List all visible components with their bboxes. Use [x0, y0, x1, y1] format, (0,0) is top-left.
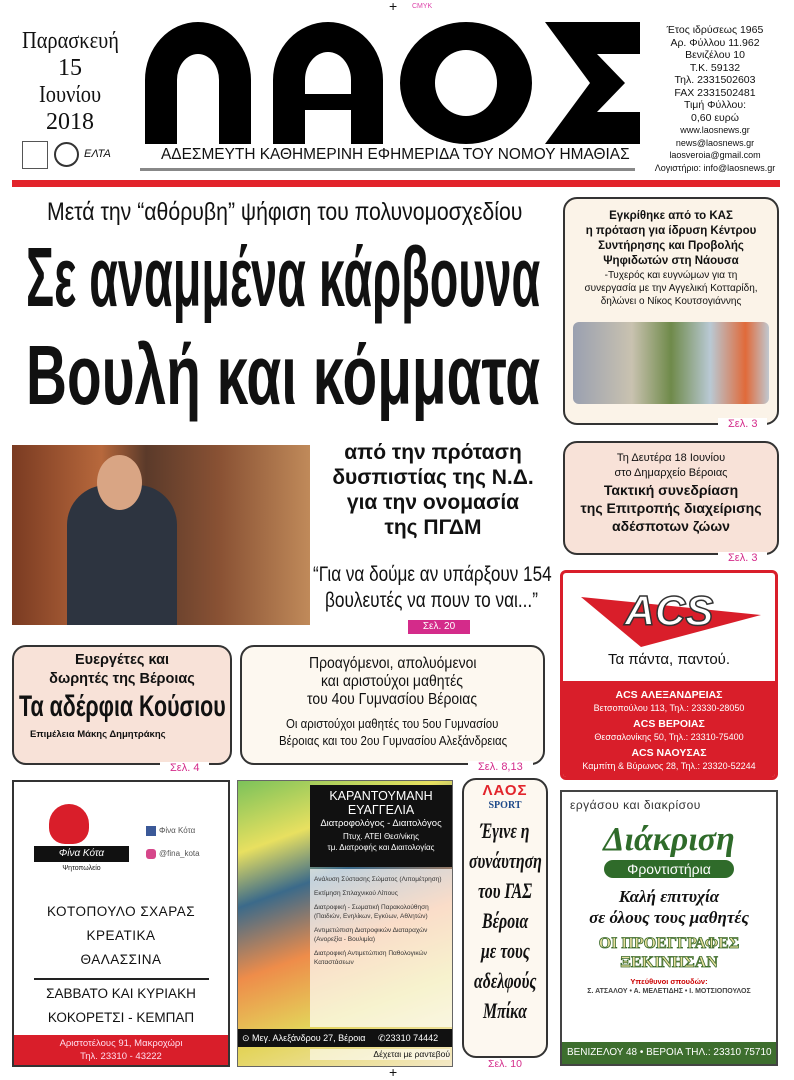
diet-name: [313, 803, 449, 817]
diakrisi-top: [570, 798, 772, 812]
school-text-content: Οι αριστούχοι μαθητές του 5ου Γυμνασίου: [286, 716, 499, 731]
page-ref[interactable]: Σελ. 8,13: [468, 761, 533, 773]
resp-names: [566, 987, 772, 997]
branch-name: [567, 718, 771, 731]
diet-contact: [238, 1029, 452, 1047]
branch-address: [567, 702, 771, 715]
info-line: [640, 74, 790, 87]
sport-line-content: συνάυτηση: [468, 848, 542, 873]
wish-line-content: Καλή επιτυχία: [618, 887, 720, 906]
instagram-icon: [146, 849, 156, 859]
acs-ad[interactable]: [560, 570, 778, 780]
date-number-content: 15: [58, 55, 82, 81]
fina-weekend: [18, 982, 224, 1030]
tagline: [160, 146, 630, 164]
enroll-line: [566, 934, 772, 953]
sport-line: [467, 816, 543, 846]
acs-logo: ACS: [624, 587, 714, 634]
fina-address: [18, 1037, 224, 1050]
subhead-line-content: δυσπιστίας της Ν.Δ.: [332, 466, 534, 489]
resp-names-content: Σ. ΑΤΣΑΛΟΥ • Α. ΜΕΛΕΤΙΔΗΣ • Ι. ΜΟΤΣΙΟΠΟΥΛΟΣ: [587, 988, 751, 995]
service-item: Διατροφική - Σωματική Παρακολούθηση (Παιδιών, Ενηλίκων, Εγκύων, Αθλητών): [314, 904, 429, 920]
kas-text-content: -Τυχερός και ευγνώμων για τη: [604, 270, 738, 281]
website-link[interactable]: [640, 124, 790, 137]
sport-line-content: Μπίκα: [483, 998, 528, 1023]
diet-degree: [313, 831, 449, 842]
lead-headline-2-content: Βουλή και κόμματα: [25, 328, 540, 422]
subhead-line-content: από την πρόταση: [344, 441, 522, 464]
fina-phone-content: Τηλ. 23310 - 43222: [80, 1051, 162, 1062]
date-year: [14, 109, 126, 136]
council-title-content: της Επιτροπής διαχείρισης: [580, 500, 762, 516]
school-title: [248, 655, 537, 673]
date-year-content: 2018: [46, 109, 94, 135]
phone-icon: ✆: [378, 1033, 386, 1043]
lead-headline[interactable]: [25, 232, 540, 322]
sport-label: SPORT: [488, 800, 522, 811]
benef-headline-content: Τα αδέρφια Κούσιου: [18, 690, 226, 723]
fina-brand: Φίνα Κότα: [34, 846, 129, 862]
info-line: [640, 62, 790, 75]
wish-line-content: σε όλους τους μαθητές: [589, 908, 749, 927]
info-line-content: Τ.Κ. 59132: [689, 61, 741, 74]
enroll-line: [566, 953, 772, 972]
council-title: [569, 499, 773, 517]
kas-title: [569, 239, 773, 254]
email-link[interactable]: [640, 137, 790, 150]
council-title: [569, 517, 773, 535]
branch-address: [567, 760, 771, 773]
school-text: [248, 732, 537, 749]
diet-header: [310, 785, 452, 867]
sport-article[interactable]: [462, 778, 548, 1058]
page-ref[interactable]: Σελ. 10: [478, 1058, 532, 1071]
info-line: [640, 99, 790, 112]
lead-headline-content: Σε αναμμένα κάρβουνα: [25, 230, 540, 324]
service-item: Εκτίμηση Σπλαχνικού Λίπους: [314, 890, 398, 897]
elta-logo: ΕΛΤΑ: [84, 148, 111, 160]
council-title-content: Τακτική συνεδρίαση: [603, 482, 739, 498]
diakrisi-ad[interactable]: [560, 790, 778, 1066]
menu-line-content: ΚΟΤΟΠΟΥΛΟ ΣΧΑΡΑΣ: [46, 904, 196, 919]
instagram-handle: @fina_kota: [159, 849, 200, 858]
diet-address-content: Μεγ. Αλεξάνδρου 27, Βέροια: [252, 1033, 366, 1043]
council-pre: [569, 466, 773, 481]
info-line-content: Βενιζέλου 10: [685, 49, 745, 61]
email-link[interactable]: [640, 149, 790, 162]
sport-line: [467, 846, 543, 876]
diakrisi-wish: [566, 886, 772, 928]
print-cross: +: [389, 1064, 398, 1080]
benefactors-article[interactable]: [12, 645, 232, 765]
page-ref[interactable]: Σελ. 3: [718, 418, 767, 430]
school-text: [248, 715, 537, 732]
info-line: [640, 49, 790, 62]
menu-line-content: ΘΑΛΑΣΣΙΝΑ: [80, 952, 162, 967]
school-title-content: του 4ου Γυμνασίου Βέροιας: [307, 691, 478, 708]
sport-line-content: με τους: [480, 938, 530, 963]
sport-line: [467, 966, 543, 996]
sport-line-content: αδελφούς: [473, 968, 537, 993]
sport-headline: [467, 816, 543, 1026]
quote-line: [312, 562, 552, 588]
council-title: [569, 481, 773, 499]
service-item: Ανάλυση Σύστασης Σώματος (Λιπομέτρηση): [314, 876, 442, 883]
school-title: [248, 673, 537, 691]
facebook-link[interactable]: [146, 825, 195, 836]
diakrisi-top-content: εργάσου και διακρίσου: [570, 798, 701, 812]
facebook-icon: [146, 826, 156, 836]
date-day: [14, 28, 126, 55]
benef-headline: [18, 689, 226, 725]
school-text-content: Βέροιας και του 2ου Γυμνασίου Αλεξάνδρειας: [278, 733, 507, 748]
school-title-content: και αριστούχοι μαθητές: [321, 673, 464, 690]
diet-name: [313, 789, 449, 803]
enroll-line-content: ΞΕΚΙΝΗΣΑΝ: [620, 954, 718, 971]
fina-contact: [14, 1035, 228, 1065]
page-ref[interactable]: Σελ. 3: [718, 552, 767, 564]
kas-title-content: Συντήρησης και Προβολής: [598, 240, 744, 252]
branch-name: [567, 747, 771, 760]
diet-degree-content: τμ. Διατροφής και Διαιτολογίας: [327, 843, 435, 852]
diet-address: [252, 1032, 370, 1044]
kas-title-content: η πρόταση για ίδρυση Κέντρου: [585, 225, 757, 237]
school-article[interactable]: [240, 645, 545, 765]
resp-label: Υπεύθυνοι σπουδών:: [630, 977, 708, 986]
diakrisi-sub: Φροντιστήρια: [604, 860, 734, 878]
sport-logo: ΛΑΟΣ: [482, 782, 528, 799]
kas-title-content: Εγκρίθηκε από το ΚΑΣ: [609, 210, 733, 222]
diet-phone-content: 23310 74442: [385, 1033, 439, 1043]
menu-line: [18, 1006, 224, 1030]
lead-kicker: [30, 198, 540, 226]
menu-line: [18, 924, 224, 948]
subhead-line: [318, 440, 548, 465]
diakrisi-enroll: [566, 934, 772, 972]
cmyk-mark: CMYK: [412, 3, 433, 10]
info-line: [640, 112, 790, 125]
info-line: [640, 24, 790, 37]
diet-degree: [313, 842, 449, 853]
publication-info: [640, 24, 790, 174]
diakrisi-footer: [562, 1042, 776, 1064]
diet-phone: [386, 1032, 446, 1044]
page-ref[interactable]: Σελ. 4: [160, 762, 209, 774]
council-title-content: αδέσποτων ζώων: [612, 518, 730, 534]
info-line-content: FAX 2331502481: [674, 86, 756, 99]
benef-title-content: δωρητές της Βέροιας: [49, 671, 195, 687]
photo-face: [97, 455, 142, 510]
benef-byline-content: Επιμέλεια Μάκης Δημητράκης: [30, 729, 166, 740]
branch-address-content: Βετσοπούλου 113, Τηλ.: 23330-28050: [593, 703, 745, 713]
school-title-content: Προαγόμενοι, απολυόμενοι: [308, 655, 477, 672]
kas-text: [569, 269, 773, 282]
kas-photo: [573, 322, 769, 404]
branch-name-content: ACS ΝΑΟΥΣΑΣ: [631, 747, 707, 759]
email-link[interactable]: [640, 162, 790, 175]
info-line: [640, 87, 790, 100]
sport-line-content: του ΓΑΣ: [478, 878, 533, 903]
menu-line: [18, 948, 224, 972]
info-line-content: 0,60 ευρώ: [691, 111, 739, 124]
kas-text-content: δηλώνει ο Νίκος Κουτσογιάννης: [600, 296, 742, 307]
diet-role-content: Διατροφολόγος - Διαιτολόγος: [320, 818, 442, 829]
sport-line: [467, 996, 543, 1026]
service-item: Αντιμετώπιση Διατροφικών Διαταραχών (Ανορεξία - Βουλιμία): [314, 927, 428, 943]
rooster-icon: [49, 804, 89, 844]
menu-line-content: ΣΑΒΒΑΤΟ ΚΑΙ ΚΥΡΙΑΚΗ: [46, 986, 196, 1001]
diakrisi-brand: Διάκριση: [603, 821, 735, 858]
benef-title: [18, 651, 226, 670]
seal-icon: [54, 142, 79, 167]
branch-address-content: Καμπίτη & Βύρωνος 28, Τηλ.: 23320-52244: [582, 761, 756, 771]
acs-slogan: Τα πάντα, παντού.: [607, 651, 731, 668]
diakrisi-footer-text-content: ΒΕΝΙΖΕΛΟΥ 48 • ΒΕΡΟΙΑ ΤΗΛ.: 23310 75710: [566, 1047, 772, 1058]
masthead-logo: [145, 22, 640, 144]
facebook-name: Φίνα Κότα: [159, 826, 196, 835]
info-line-content: Τηλ. 2331502603: [674, 74, 756, 86]
council-article[interactable]: [563, 441, 779, 555]
sport-line: [467, 876, 543, 906]
date-day-content: Παρασκευή: [21, 28, 119, 54]
kas-text-content: συνεργασία με την Αγγελική Κοτταρίδη,: [584, 283, 758, 294]
enroll-line-content: ΟΙ ΠΡΟΕΓΓΡΑΦΕΣ: [598, 935, 740, 952]
subhead-line-content: για την ονομασία: [346, 491, 520, 514]
kas-text: [569, 295, 773, 308]
sport-line-content: Βέροια: [481, 908, 529, 933]
fina-sub: Ψητοπωλείο: [62, 865, 101, 872]
date-month-content: Ιουνίου: [38, 82, 102, 108]
fina-kota-ad[interactable]: [12, 780, 230, 1067]
diet-services: [310, 869, 452, 1027]
wish-line: [566, 886, 772, 907]
date-month: [14, 82, 126, 109]
diet-note: Δέχεται με ραντεβού: [310, 1049, 450, 1060]
quote-line: [312, 588, 552, 614]
school-title: [248, 691, 537, 709]
sport-line-content: Έγινε η: [480, 818, 530, 843]
kas-title: [569, 224, 773, 239]
fina-address-content: Αριστοτέλους 91, Μακροχώρι: [59, 1038, 183, 1049]
kas-article[interactable]: [563, 197, 779, 425]
page-ref[interactable]: Σελ. 20: [408, 620, 470, 634]
tagline-content: ΑΔΕΣΜΕΥΤΗ ΚΑΘΗΜΕΡΙΝΗ ΕΦΗΜΕΡΙΔΑ ΤΟΥ ΝΟΜΟΥ ΗΜΑΘΙΑΣ: [160, 146, 630, 163]
sport-line: [467, 936, 543, 966]
benef-title-content: Ευεργέτες και: [74, 652, 170, 668]
diet-name-content: ΚΑΡΑΝΤΟΥΜΑΝΗ: [329, 789, 433, 803]
info-line-content: Έτος ιδρύσεως 1965: [666, 24, 764, 36]
kas-title-content: Ψηφιδωτών στη Νάουσα: [603, 255, 739, 267]
lead-photo: [12, 445, 310, 625]
info-line-content: Τιμή Φύλλου:: [683, 99, 747, 111]
subhead-line: [318, 490, 548, 515]
acs-branches: [563, 681, 775, 780]
council-pre: [569, 451, 773, 466]
branch-name-content: ACS ΑΛΕΞΑΝΔΡΕΙΑΣ: [615, 689, 723, 701]
diet-role: [313, 817, 449, 831]
kas-title: [569, 254, 773, 269]
email-link-content: laosveroia@gmail.com: [669, 150, 761, 160]
email-link-content: Λογιστήριο: info@laosnews.gr: [654, 162, 776, 173]
wish-line: [566, 907, 772, 928]
diakrisi-footer-text: [566, 1042, 772, 1064]
issue-date: [14, 28, 126, 136]
info-line-content: Αρ. Φύλλου 11.962: [670, 36, 760, 49]
divider: [34, 978, 209, 980]
council-pre-content: Τη Δευτέρα 18 Ιουνίου: [616, 452, 726, 464]
subhead-line: [318, 465, 548, 490]
fina-phone: [18, 1050, 224, 1063]
branch-name: [567, 689, 771, 702]
location-icon: ⊙: [242, 1033, 253, 1043]
email-link-content: news@laosnews.gr: [675, 137, 755, 148]
menu-line: [18, 982, 224, 1006]
lead-quote: [312, 562, 552, 614]
website-link-content: www.laosnews.gr: [680, 125, 750, 135]
lead-headline-2[interactable]: [25, 330, 540, 420]
dietitian-ad[interactable]: [237, 780, 453, 1067]
council-pre-content: στο Δημαρχείο Βέροιας: [614, 467, 728, 479]
diet-degree-content: Πτυχ. ΑΤΕΙ Θεσ/νίκης: [343, 832, 419, 841]
benef-title: [18, 670, 226, 689]
menu-line: [18, 900, 224, 924]
quote-line-content: βουλευτές να πουν το ναι...”: [325, 589, 539, 612]
press-badge: [22, 141, 48, 169]
subhead-line: [318, 515, 548, 540]
kas-title: [569, 209, 773, 224]
date-number: [14, 55, 126, 82]
red-rule: [12, 180, 780, 187]
fina-menu: [18, 900, 224, 972]
service-item: Διατροφική Αντιμετώπιση Παθολογικών Καταστάσεων: [314, 950, 427, 966]
instagram-link[interactable]: [146, 848, 200, 859]
sport-line: [467, 906, 543, 936]
benef-byline: [30, 729, 226, 741]
tagline-rule: [140, 168, 635, 171]
subhead-line-content: της ΠΓΔΜ: [384, 516, 482, 539]
kas-text: [569, 282, 773, 295]
branch-address: [567, 731, 771, 744]
lead-kicker-content: Μετά την “αθόρυβη” ψήφιση του πολυνομοσχεδίου: [47, 198, 523, 226]
info-line: [640, 37, 790, 50]
quote-line-content: “Για να δούμε αν υπάρξουν 154: [312, 563, 552, 586]
menu-line-content: ΚΟΚΟΡΕΤΣΙ - ΚΕΜΠΑΠ: [47, 1010, 195, 1025]
branch-address-content: Θεσσαλονίκης 50, Τηλ.: 23310-75400: [594, 732, 744, 742]
menu-line-content: ΚΡΕΑΤΙΚΑ: [86, 928, 156, 943]
lead-subhead: [318, 440, 548, 540]
branch-name-content: ACS ΒΕΡΟΙΑΣ: [633, 718, 705, 730]
print-cross: +: [389, 0, 398, 14]
diet-name-content: ΕΥΑΓΓΕΛΙΑ: [347, 803, 415, 817]
